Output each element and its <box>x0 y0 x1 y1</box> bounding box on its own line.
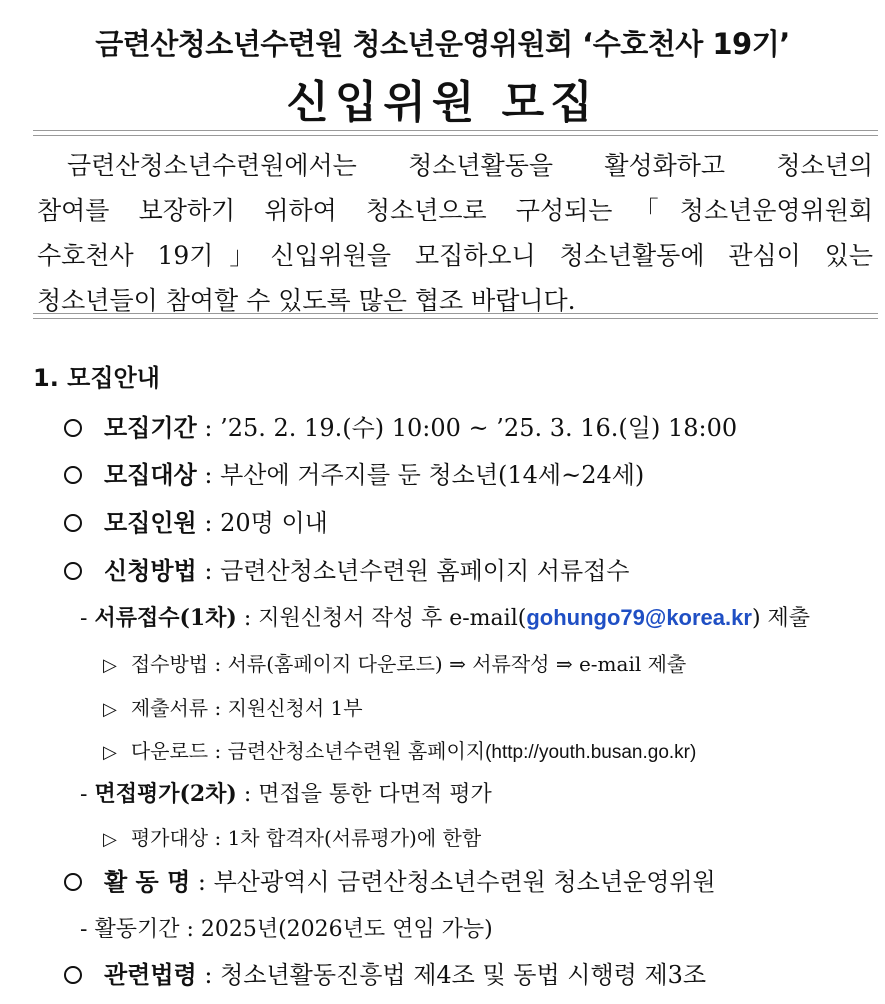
activity-value: : 부산광역시 금련산청소년수련원 청소년운영위원 <box>197 868 716 896</box>
count-row <box>64 503 328 538</box>
triangle-bullet-icon: ▷ <box>103 699 117 720</box>
doc-submit-label: 서류접수(1차) <box>94 605 237 631</box>
interview-value: : 면접을 통한 다면적 평가 <box>243 782 492 807</box>
doc-submit-text: : 지원신청서 작성 후 e-mail( <box>243 606 527 631</box>
title-line-1: 금련산청소년수련원 청소년운영위원회 ‘수호천사 19기’ <box>95 27 790 61</box>
circle-bullet-icon <box>64 966 82 984</box>
intro-line-4: 청소년들이 참여할 수 있도록 많은 협조 바랍니다. <box>37 286 576 315</box>
method-label: 신청방법 <box>104 556 197 585</box>
doc-item-3 <box>103 735 696 764</box>
period-row <box>64 408 737 443</box>
triangle-bullet-icon: ▷ <box>103 829 117 850</box>
target-row <box>64 455 644 490</box>
intro-line-1: 금련산청소년수련원에서는 청소년활동을 활성화하고 청소년의 <box>67 151 873 180</box>
intro-line-3: 수호천사 19기」신입위원을 모집하오니 청소년활동에 관심이 있는 <box>37 241 873 270</box>
activity-period-row <box>80 912 493 943</box>
target-label: 모집대상 <box>104 460 197 489</box>
interview-label: 면접평가(2차) <box>94 781 237 807</box>
dash-marker: - <box>80 782 88 807</box>
circle-bullet-icon <box>64 514 82 532</box>
circle-bullet-icon <box>64 562 82 580</box>
dash-marker: - <box>80 917 88 942</box>
activity-period-text: 활동기간 : 2025년(2026년도 연임 가능) <box>94 917 493 942</box>
doc-item-1 <box>103 648 686 677</box>
doc-item-text: 접수방법 : 서류(홈페이지 다운로드) ⇒ 서류작성 ⇒ e-mail 제출 <box>130 652 687 676</box>
count-label: 모집인원 <box>104 508 197 537</box>
interview-item <box>103 822 481 851</box>
email-address: gohungo79@korea.kr <box>526 605 752 630</box>
method-row <box>64 551 630 586</box>
section-heading: 1. 모집안내 <box>33 364 160 392</box>
count-value: : 20명 이내 <box>204 509 328 537</box>
doc-item-text: 다운로드 : 금련산청소년수련원 홈페이지 <box>130 739 486 763</box>
method-value: : 금련산청소년수련원 홈페이지 서류접수 <box>204 557 630 585</box>
target-value: : 부산에 거주지를 둔 청소년(14세~24세) <box>204 461 645 489</box>
circle-bullet-icon <box>64 419 82 437</box>
triangle-bullet-icon: ▷ <box>103 742 117 763</box>
activity-row <box>64 862 716 897</box>
activity-label: 활 동 명 <box>104 867 191 896</box>
law-label: 관련법령 <box>104 960 197 989</box>
law-value: : 청소년활동진흥법 제4조 및 동법 시행령 제3조 <box>204 961 707 989</box>
doc-item-text: 제출서류 : 지원신청서 1부 <box>130 696 363 720</box>
intro-line-2: 참여를 보장하기 위하여 청소년으로 구성되는「청소년운영위원회 <box>37 196 873 225</box>
triangle-bullet-icon: ▷ <box>103 655 117 676</box>
divider-bottom <box>33 313 878 319</box>
circle-bullet-icon <box>64 873 82 891</box>
homepage-url: (http://youth.busan.go.kr) <box>485 742 697 763</box>
page-title: 신입위원 모집 <box>286 77 599 128</box>
interview-item-text: 평가대상 : 1차 합격자(서류평가)에 한함 <box>130 826 482 850</box>
interview-row <box>80 777 492 808</box>
doc-submit-row <box>80 601 810 632</box>
intro-paragraph <box>37 143 873 323</box>
dash-marker: - <box>80 606 88 631</box>
circle-bullet-icon <box>64 466 82 484</box>
doc-item-2 <box>103 692 363 721</box>
divider-top <box>33 130 878 136</box>
period-value: : ’25. 2. 19.(수) 10:00 ~ ’25. 3. 16.(일) 18:00 <box>204 414 738 442</box>
period-label: 모집기간 <box>104 413 197 442</box>
law-row <box>64 955 706 990</box>
doc-submit-suffix: ) 제출 <box>751 606 811 631</box>
